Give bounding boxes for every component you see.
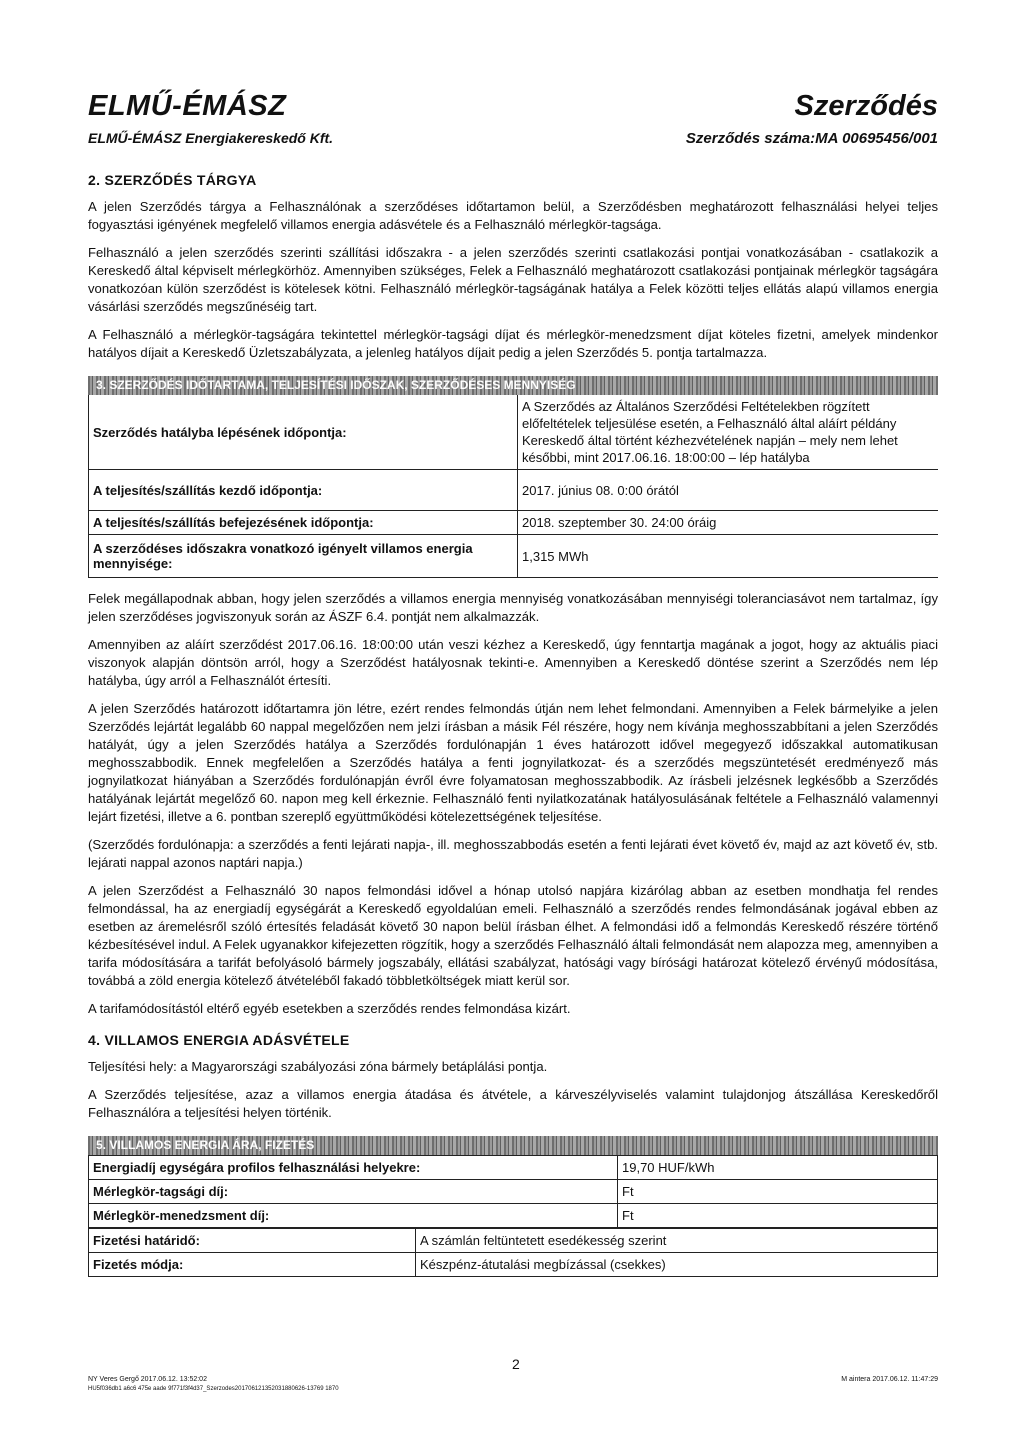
section-2-paragraph: A Felhasználó a mérlegkör-tagságára tekintettel mérlegkör-tagsági díjat és mérlegkör-menedzsment díjat köteles fizetni, amelyek mindenkor hatályos díjait a Kereskedő Üzletszabályzata, a jelenleg hatályos díjait pedig a jelen Szerződés 5. pontja tartalmazza. xyxy=(88,327,938,360)
table-value: 1,315 MWh xyxy=(518,535,939,578)
brand-logo-text: ELMŰ-ÉMÁSZ xyxy=(88,90,287,122)
section-3-paragraph: Felek megállapodnak abban, hogy jelen szerződés a villamos energia mennyiség vonatkozásában mennyiségi toleranciasávot nem tartalmaz, így jelen szerződéses jogviszonyuk során az ÁSZF 6.4. pontját nem alkalmazzák. xyxy=(88,591,938,624)
table-value: A számlán feltüntetett esedékesség szerint xyxy=(416,1229,938,1253)
section-3-paragraph: A tarifamódosítástól eltérő egyéb esetekben a szerződés rendes felmondása kizárt. xyxy=(88,1001,571,1016)
table-label: A teljesítés/szállítás befejezésének időpontja: xyxy=(89,511,518,535)
contract-term-table xyxy=(88,395,938,578)
section-3-paragraph: (Szerződés fordulónapja: a szerződés a fenti lejárati napja-, ill. meghosszabbodás esetén a fenti lejárati évet követő év, majd az azt követő év, stb. lejárati nappal azonos naptári napja.) xyxy=(88,837,938,870)
document-title: Szerződés xyxy=(794,90,938,122)
section-4-paragraph: A Szerződés teljesítése, azaz a villamos energia átadása és átvétele, a kárveszélyviselés valamint tulajdonjog átszállása Kereskedőről Felhasználóra a teljesítési helyen történik. xyxy=(88,1087,938,1120)
table-label: Fizetés módja: xyxy=(89,1253,416,1277)
page-number: 2 xyxy=(512,1356,520,1372)
payment-terms-table xyxy=(88,1228,938,1277)
table-value: 2018. szeptember 30. 24:00 óráig xyxy=(518,511,939,535)
section-3-paragraph: A jelen Szerződést a Felhasználó 30 napos felmondási idővel a hónap utolsó napjára kizárólag abban az esetben mondhatja fel rendes felmondással, ha az energiadíj egységárát a Kereskedő egyoldalúan emeli. Felhasználó a szerződés rendes felmondásának jogával ebben az esetben az áremelésről szóló értesítés feladását követő 30 napon belül írásban élhet. A felmondási idő a felmondás Kereskedő részére történő kézbesítésével indul. A Felek ugyanakkor kifejezetten rögzítik, hogy a szerződés Felhasználó általi felmondását nem alapozza meg, amennyiben a tarifa módosítására a tarifát befolyásoló bármely jogszabály, ellátási szabályzat, hatósági vagy bírósági határozat kötelező érvényű módosítása, továbbá a zöld energia kötelező átvételéből fakadó többletköltségek miatt kerül sor. xyxy=(88,883,938,988)
table-row xyxy=(89,1253,938,1277)
page-footer xyxy=(88,1356,938,1396)
table-row xyxy=(89,1229,938,1253)
section-4-paragraph: Teljesítési hely: a Magyarországi szabályozási zóna bármely betáplálási pontja. xyxy=(88,1059,548,1074)
contract-number: Szerződés száma:MA 00695456/001 xyxy=(685,130,938,147)
table-value: 19,70 HUF/kWh xyxy=(618,1156,938,1180)
section-2-paragraph: A jelen Szerződés tárgya a Felhasználónak a szerződéses időtartamon belül, a Szerződésben meghatározott felhasználási helyei teljes fogyasztási igényének megfelelő villamos energia adásvétele és a Felhasználó mérlegkör-tagsága. xyxy=(88,199,938,232)
table-label: Mérlegkör-tagsági díj: xyxy=(89,1180,618,1204)
table-row xyxy=(89,1156,938,1180)
table-label: A szerződéses időszakra vonatkozó igényelt villamos energia mennyisége: xyxy=(89,535,518,578)
table-row xyxy=(89,1180,938,1204)
table-row xyxy=(89,395,939,470)
table-2-title-bar: 5. VILLAMOS ENERGIA ÁRA, FIZETÉS xyxy=(88,1136,938,1155)
table-row xyxy=(89,470,939,511)
table-value: Készpénz-átutalási megbízással (csekkes) xyxy=(416,1253,938,1277)
section-4-title: 4. VILLAMOS ENERGIA ADÁSVÉTELE xyxy=(88,1032,350,1048)
table-1-title-bar: 3. SZERZŐDÉS IDŐTARTAMA, TELJESÍTÉSI IDŐSZAK, SZERZŐDÉSES MENNYISÉG xyxy=(88,376,938,395)
footer-timestamp: M aintera 2017.06.12. 11:47:29 xyxy=(841,1376,938,1383)
table-value: 2017. június 08. 0:00 órától xyxy=(518,470,939,511)
footer-document-id: HU5f036db1 a6c6 475e aade 9f771f3f4d37_Szerzodes201706121352031880626-13769 1870 xyxy=(88,1386,339,1392)
table-row xyxy=(89,511,939,535)
table-label: Fizetési határidő: xyxy=(89,1229,416,1253)
table-label: Szerződés hatályba lépésének időpontja: xyxy=(89,395,518,470)
document-page xyxy=(88,90,938,1277)
footer-signature-line: NY Veres Gergő 2017.06.12. 13:52:02 xyxy=(88,1376,207,1383)
company-name: ELMŰ-ÉMÁSZ Energiakereskedő Kft. xyxy=(88,130,334,146)
table-label: Mérlegkör-menedzsment díj: xyxy=(89,1204,618,1228)
table-value: Ft xyxy=(618,1204,938,1228)
table-value: A Szerződés az Általános Szerződési Feltételekben rögzített előfeltételek teljesülése esetén, a Felhasználó által aláírt példány Kereskedő által történt kézhezvételének napján – mely nem lehet későbbi, mint 2017.06.16. 18:00:00 – lép hatályba xyxy=(518,395,939,470)
section-3-paragraph: Amennyiben az aláírt szerződést 2017.06.16. 18:00:00 után veszi kézhez a Kereskedő, úgy fenntartja magának a jogot, hogy az aktuális piaci viszonyok alapján döntsön arról, hogy a Szerződést hatályosnak tekinti-e. Amennyiben a Kereskedő döntése szerint a Szerződés nem lép hatályba, úgy arról a Felhasználót értesíti. xyxy=(88,637,938,688)
price-payment-table xyxy=(88,1155,938,1228)
section-2-title: 2. SZERZŐDÉS TÁRGYA xyxy=(88,172,257,188)
section-2-paragraph: Felhasználó a jelen szerződés szerinti szállítási időszakra - a jelen szerződés szerinti csatlakozási pontjai vonatkozásában - csatlakozik a Kereskedő által képviselt mérlegkörhöz. Amennyiben szükséges, Felek a Felhasználó meghatározott csatlakozási pontjainak mérlegkör tagságára vonatkozóan külön szerződést is kötelesek kötni. Felhasználó mérlegkör-tagságának hatálya a Felek közötti teljes ellátás alapú villamos energia vásárlási szerződés megszűnéséig tart. xyxy=(88,245,938,314)
table-row xyxy=(89,535,939,578)
table-row xyxy=(89,1204,938,1228)
table-label: Energiadíj egységára profilos felhasználási helyekre: xyxy=(89,1156,618,1180)
table-value: Ft xyxy=(618,1180,938,1204)
table-label: A teljesítés/szállítás kezdő időpontja: xyxy=(89,470,518,511)
document-header xyxy=(88,90,938,152)
section-3-paragraph: A jelen Szerződés határozott időtartamra jön létre, ezért rendes felmondás útján nem lehet felmondani. Amennyiben a Felek bármelyike a jelen Szerződés lejártát legalább 60 nappal megelőzően nem jelzi írásban a másik Fél részére, hogy nem kívánja meghosszabbítani a jelen Szerződés hatályát, úgy a jelen Szerződés hatálya a Szerződés fordulónapján 1 éves határozott idővel megegyező időszakkal automatikusan meghosszabbodik. Ennek megfelelően a Szerződés hatálya a fenti jognyilatkozat- és a szerződés megszüntetését eredményező más jognyilatkozat hiányában a Szerződés fordulónapján évről évre folyamatosan meghosszabbodik. Az írásbeli jelzésnek legkésőbb a Szerződés hatályának lejártát megelőző 60. napon meg kell érkeznie. Felhasználó fenti nyilatkozatának hatályosulásának feltétele a Felhasználó valamennyi lejárt fizetési, illetve a 6. pontban szereplő együttműködési kötelezettségének teljesítése. xyxy=(88,701,938,824)
